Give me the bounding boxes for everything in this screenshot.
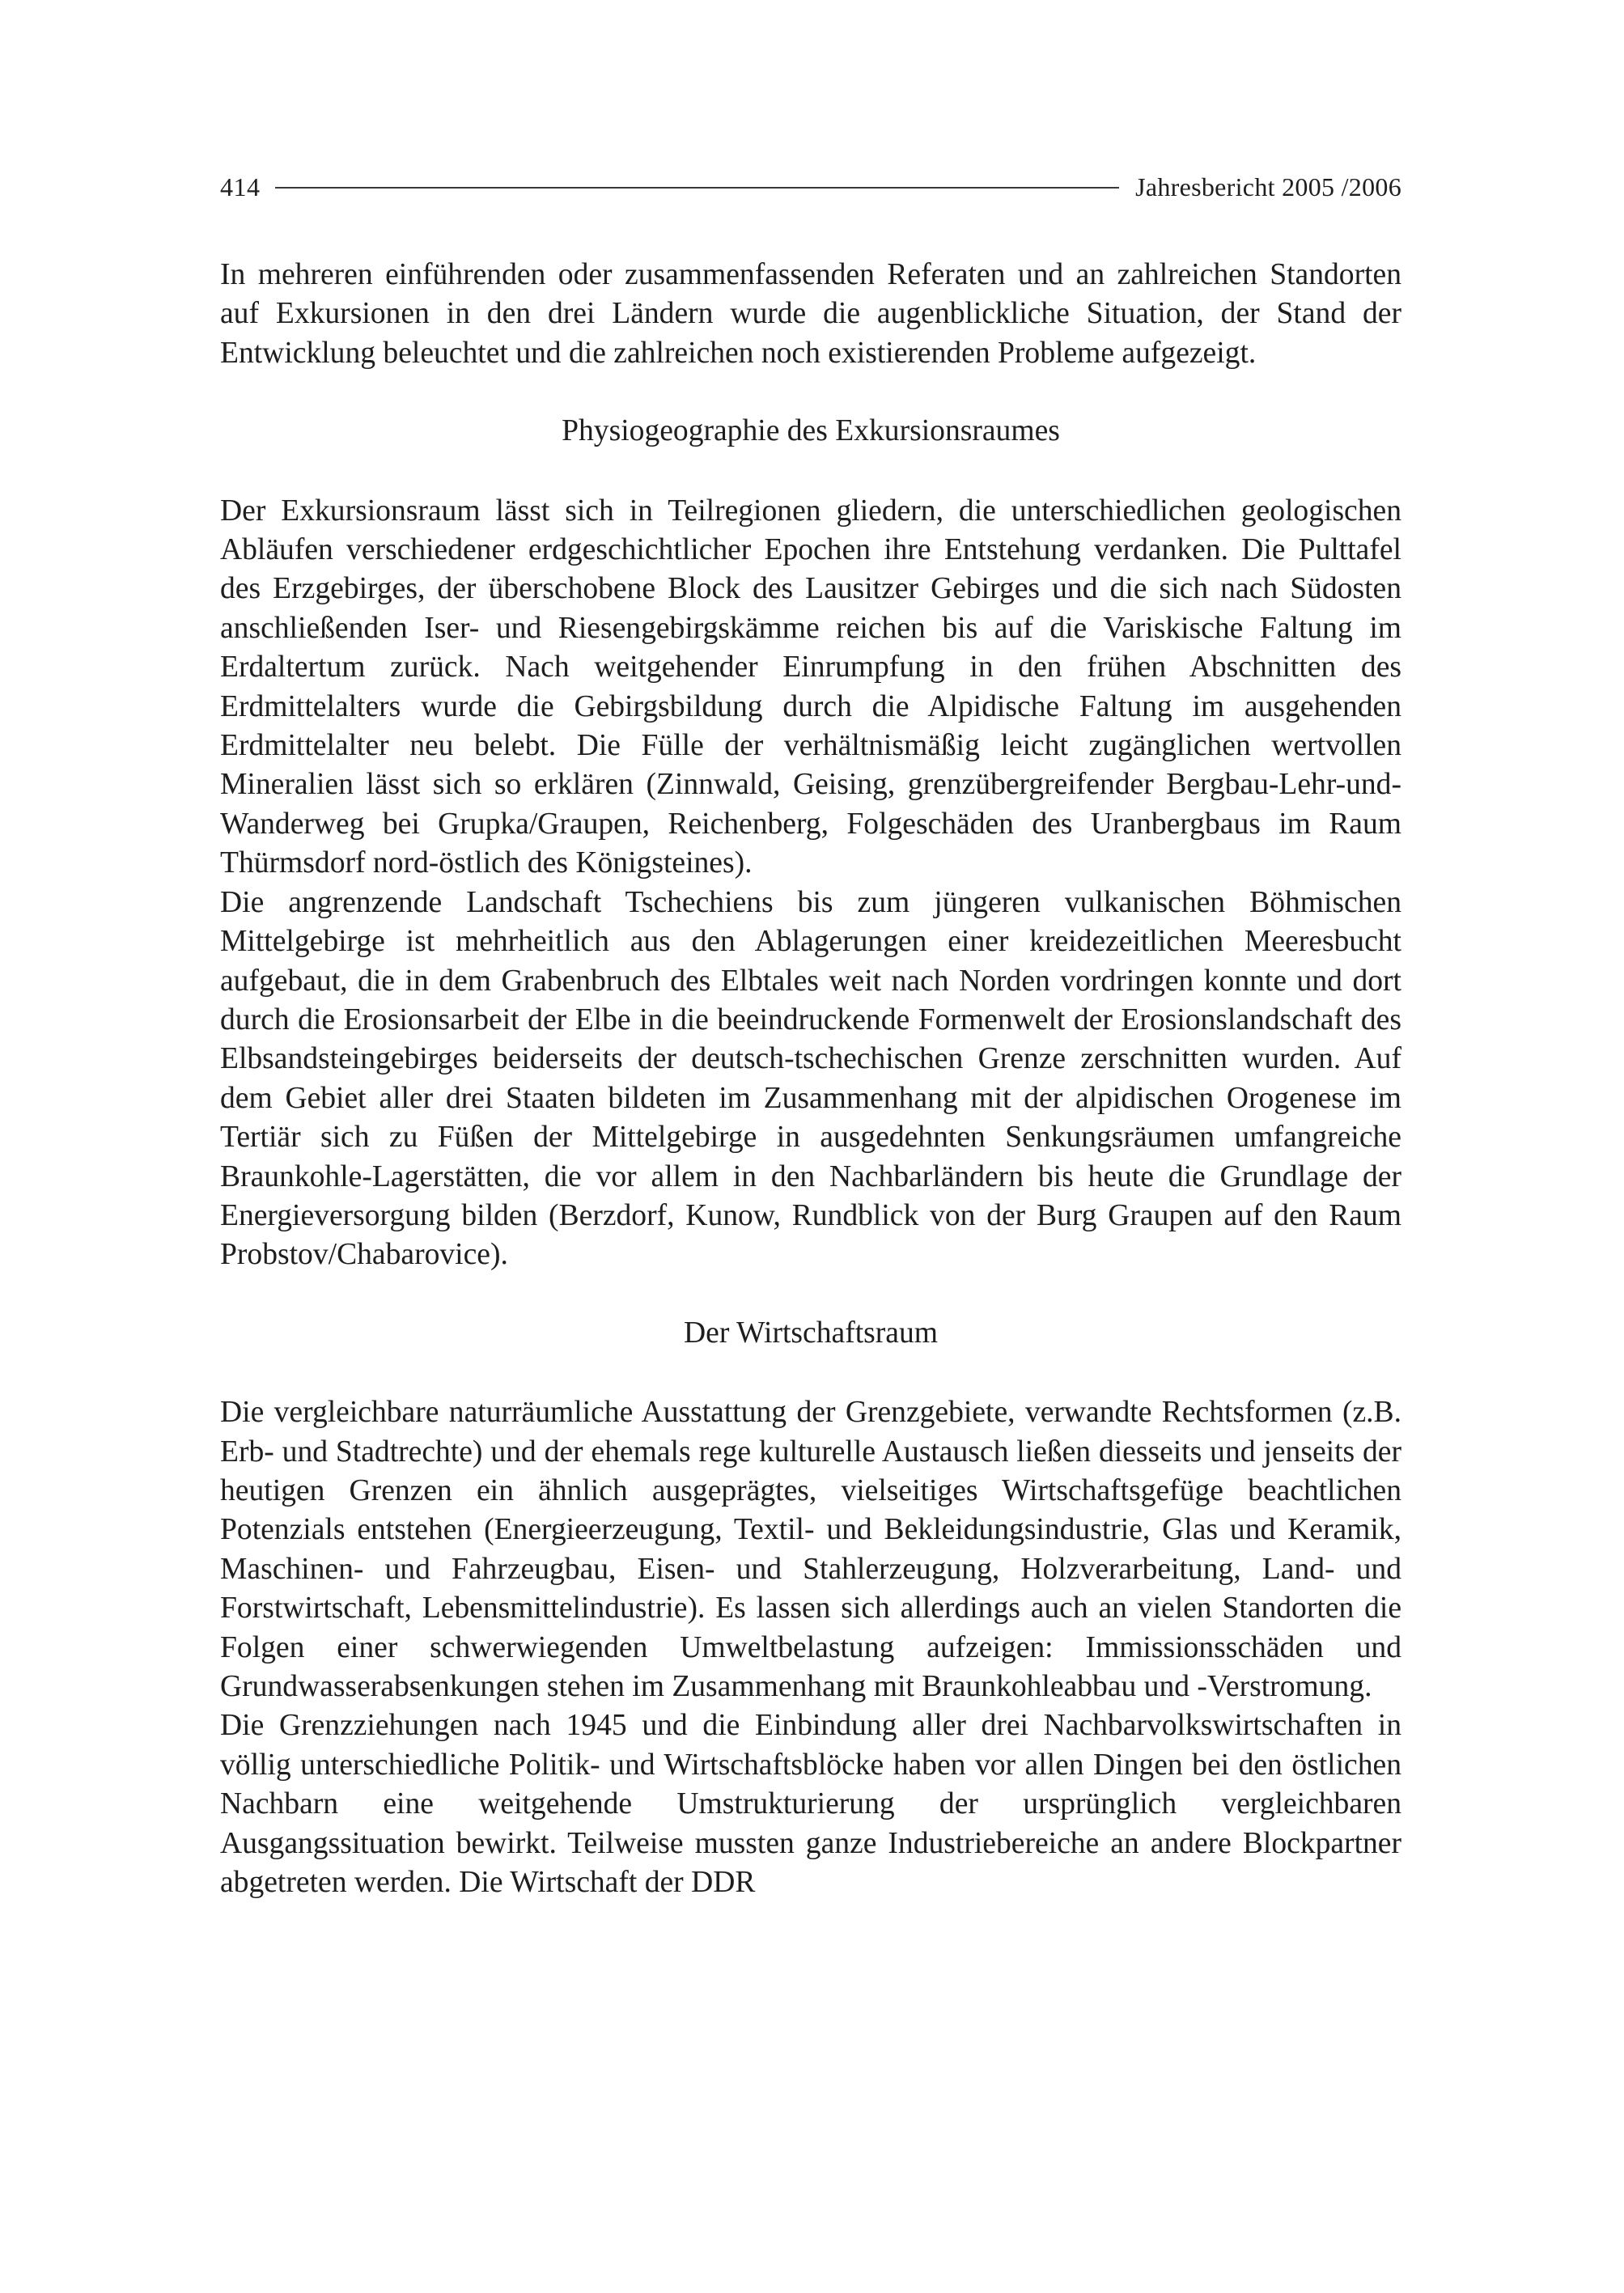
running-header <box>220 167 1401 207</box>
paragraph-physio-2: Die angrenzende Landschaft Tschechiens bis zum jüngeren vulkanischen Böhmischen Mittelgebirge ist mehrheitlich aus den Ablagerungen einer kreidezeitlichen Meeresbucht aufgebaut, die in dem Grabenbruch des Elbtales weit nach Norden vordringen konnte und dort durch die Erosionsarbeit der Elbe in die beeindruckende Formenwelt der Erosionslandschaft des Elbsandsteingebirges beiderseits der deutsch-tschechischen Grenze zerschnitten wurden. Auf dem Gebiet aller drei Staaten bildeten im Zusammenhang mit der alpidischen Orogenese im Tertiär sich zu Füßen der Mittelgebirge in ausgedehnten Senkungsräumen umfangreiche Braunkohle-Lagerstätten, die vor allem in den Nachbarländern bis heute die Grundlage der Energieversorgung bilden (Berzdorf, Kunow, Rundblick von der Burg Graupen auf den Raum Probstov/Chabarovice). <box>220 885 1401 1272</box>
paragraph-wirtschaft-2: Die Grenzziehungen nach 1945 und die Einbindung aller drei Nachbarvolkswirtschaften in völlig unterschiedliche Politik- und Wirtschaftsblöcke haben vor allen Dingen bei den östlichen Nachbarn eine weitgehende Umstrukturierung der ursprünglich vergleichbaren Ausgangssituation bewirkt. Teilweise mussten ganze Industriebereiche an andere Blockpartner abgetreten werden. Die Wirtschaft der DDR <box>220 1709 1401 1900</box>
paragraph-physio-1: Der Exkursionsraum lässt sich in Teilregionen gliedern, die unterschiedlichen geologischen Abläufen verschiedener erdgeschichtlicher Epochen ihre Entstehung verdanken. Die Pulttafel des Erzgebirges, der überschobene Block des Lausitzer Gebirges und die sich nach Südosten anschließenden Iser- und Riesengebirgskämme reichen bis auf die Variskische Faltung im Erdaltertum zurück. Nach weitgehender Einrumpfung in den frühen Abschnitten des Erdmittelalters wurde die Gebirgsbildung durch die Alpidische Faltung im ausgehenden Erdmittelalter neu belebt. Die Fülle der verhältnismäßig leicht zugänglichen wertvollen Mineralien lässt sich so erklären (Zinnwald, Geising, grenzübergreifender Bergbau-Lehr-und-Wanderweg bei Grupka/Graupen, Reichenberg, Folgeschäden des Uranbergbaus im Raum Thürmsdorf nord-östlich des Königsteines). <box>220 494 1401 880</box>
page-number: 414 <box>220 172 261 201</box>
journal-title: Jahresbericht 2005 /2006 <box>1135 172 1401 201</box>
section-heading-wirtschaftsraum: Der Wirtschaftsraum <box>684 1316 938 1350</box>
section-heading-physiogeographie: Physiogeographie des Exkursionsraumes <box>562 414 1060 448</box>
body-text <box>220 256 1401 1902</box>
paragraph-wirtschaft-1: Die vergleichbare naturräumliche Ausstattung der Grenzgebiete, verwandte Rechtsformen (z.B. Erb- und Stadtrechte) und der ehemals rege kulturelle Austausch ließen diesseits und jenseits der heutigen Grenzen ein ähnlich ausgeprägtes, vielseitiges Wirtschaftsgefüge beachtlichen Potenzials entstehen (Energieerzeugung, Textil- und Bekleidungsindustrie, Glas und Keramik, Maschinen- und Fahrzeugbau, Eisen- und Stahlerzeugung, Holzverarbeitung, Land- und Forstwirtschaft, Lebensmittelindustrie). Es lassen sich allerdings auch an vielen Standorten die Folgen einer schwerwiegenden Umweltbelastung aufzeigen: Immissionsschäden und Grundwasserabsenkungen stehen im Zusammenhang mit Braunkohleabbau und -Verstromung. <box>220 1396 1401 1703</box>
header-rule <box>275 187 1120 189</box>
intro-paragraph: In mehreren einführenden oder zusammenfassenden Referaten und an zahlreichen Standorten auf Exkursionen in den drei Ländern wurde die augenblickliche Situation, der Stand der Entwicklung beleuchtet und die zahlreichen noch existierenden Probleme aufgezeigt. <box>220 258 1401 370</box>
